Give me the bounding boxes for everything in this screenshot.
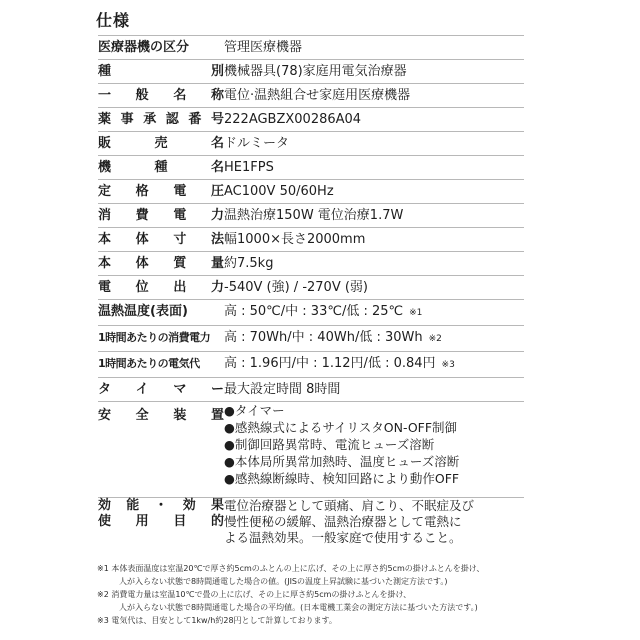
page-title: 仕様 bbox=[96, 11, 131, 30]
spec-table bbox=[98, 35, 524, 546]
table-row bbox=[98, 180, 524, 204]
row-label: タ イ マ ー bbox=[98, 382, 224, 397]
effect-text bbox=[224, 498, 524, 547]
row-label: 販 売 名 bbox=[98, 136, 224, 151]
effect-line: 慢性便秘の緩解、温熱治療器として電熱に bbox=[224, 514, 462, 529]
safety-list bbox=[224, 402, 524, 498]
row-value: 温熱治療150W 電位治療1.7W bbox=[224, 208, 404, 223]
row-label: 定 格 電 圧 bbox=[98, 184, 224, 199]
row-label: 本 体 質 量 bbox=[98, 256, 224, 271]
table-row-safety bbox=[98, 402, 524, 498]
effect-line: 電位治療器として頭痛、肩こり、不眠症及び bbox=[224, 498, 475, 513]
footnote-3: ※3 電気代は、目安として1kw/h約28円として計算しております。 bbox=[97, 616, 337, 625]
row-label: 電 位 出 力 bbox=[98, 280, 224, 295]
footnote-2-cont: 人が入らない状態で8時間通電した場合の平均値。(日本電機工業会の測定方法に基づいた方法です。) bbox=[119, 603, 478, 612]
footnote-1: ※1 本体表面温度は室温20℃で厚さ約5cmのふとんの上に広げ、その上に厚さ約5cmの掛けふとんを掛け、 bbox=[97, 564, 485, 573]
footnotes bbox=[97, 562, 537, 627]
row-value: ドルミータ bbox=[224, 136, 290, 151]
list-item: ●タイマー bbox=[224, 403, 285, 418]
footnote-marker: ※1 bbox=[409, 308, 423, 318]
table-row bbox=[98, 326, 524, 352]
table-row bbox=[98, 228, 524, 252]
table-row bbox=[98, 132, 524, 156]
row-value: 高 : 1.96円/中 : 1.12円/低 : 0.84円 bbox=[224, 356, 436, 371]
row-label-effect-2: 使 用 目 的 bbox=[98, 514, 224, 529]
row-value: AC100V 50/60Hz bbox=[224, 184, 334, 199]
table-row bbox=[98, 108, 524, 132]
row-value: 管理医療機器 bbox=[224, 40, 303, 55]
list-item: ●感熱線式によるサイリスタON-OFF制御 bbox=[224, 420, 458, 435]
row-label: 本 体 寸 法 bbox=[98, 232, 224, 247]
row-label: 1時間あたりの電気代 bbox=[98, 357, 200, 370]
row-value: 機械器具(78)家庭用電気治療器 bbox=[224, 64, 407, 79]
row-value: 約7.5kg bbox=[224, 256, 274, 271]
footnote-marker: ※2 bbox=[428, 334, 442, 344]
table-row bbox=[98, 276, 524, 300]
row-label: 薬 事 承 認 番 号 bbox=[98, 112, 224, 127]
row-label: 一 般 名 称 bbox=[98, 88, 224, 103]
table-row bbox=[98, 156, 524, 180]
row-value: 電位·温熱組合せ家庭用医療機器 bbox=[224, 88, 411, 103]
row-label: 消 費 電 力 bbox=[98, 208, 224, 223]
list-item: ●制御回路異常時、電流ヒューズ溶断 bbox=[224, 437, 435, 452]
row-label: 温熱温度(表面) bbox=[98, 304, 188, 319]
footnote-marker: ※3 bbox=[441, 360, 455, 370]
table-row bbox=[98, 204, 524, 228]
row-label: 種 別 bbox=[98, 64, 224, 79]
table-row-effect bbox=[98, 498, 524, 547]
row-value: 222AGBZX00286A04 bbox=[224, 112, 362, 127]
list-item: ●本体局所異常加熱時、温度ヒューズ溶断 bbox=[224, 454, 460, 469]
footnote-1-cont: 人が入らない状態で8時間通電した場合の値。(JISの温度上昇試験に基づいた測定方法です。) bbox=[119, 577, 448, 586]
row-value: -540V (強) / -270V (弱) bbox=[224, 280, 368, 295]
row-label: 1時間あたりの消費電力 bbox=[98, 331, 211, 344]
table-row bbox=[98, 36, 524, 60]
row-label-effect-1: 効 能 ・ 効 果 bbox=[98, 498, 224, 513]
table-row bbox=[98, 300, 524, 326]
row-value: 高 : 70Wh/中 : 40Wh/低 : 30Wh bbox=[224, 330, 423, 345]
table-row bbox=[98, 352, 524, 378]
row-label: 機 種 名 bbox=[98, 160, 224, 175]
footnote-2: ※2 消費電力量は室温10℃で畳の上に広げ、その上に厚さ約5cmの掛けふとんを掛け、 bbox=[97, 590, 412, 599]
effect-line: よる温熱効果。一般家庭で使用すること。 bbox=[224, 530, 462, 545]
row-value: HE1FPS bbox=[224, 160, 274, 175]
row-value: 高 : 50℃/中 : 33℃/低 : 25℃ bbox=[224, 304, 404, 319]
table-row bbox=[98, 378, 524, 402]
table-row bbox=[98, 252, 524, 276]
row-value: 幅1000×長さ2000mm bbox=[224, 232, 366, 247]
list-item: ●感熱線断線時、検知回路により動作OFF bbox=[224, 471, 460, 486]
row-value: 最大設定時間 8時間 bbox=[224, 382, 341, 397]
row-label-safety: 安 全 装 置 bbox=[98, 408, 224, 423]
table-row bbox=[98, 60, 524, 84]
row-label: 医療器機の区分 bbox=[98, 40, 190, 55]
table-row bbox=[98, 84, 524, 108]
